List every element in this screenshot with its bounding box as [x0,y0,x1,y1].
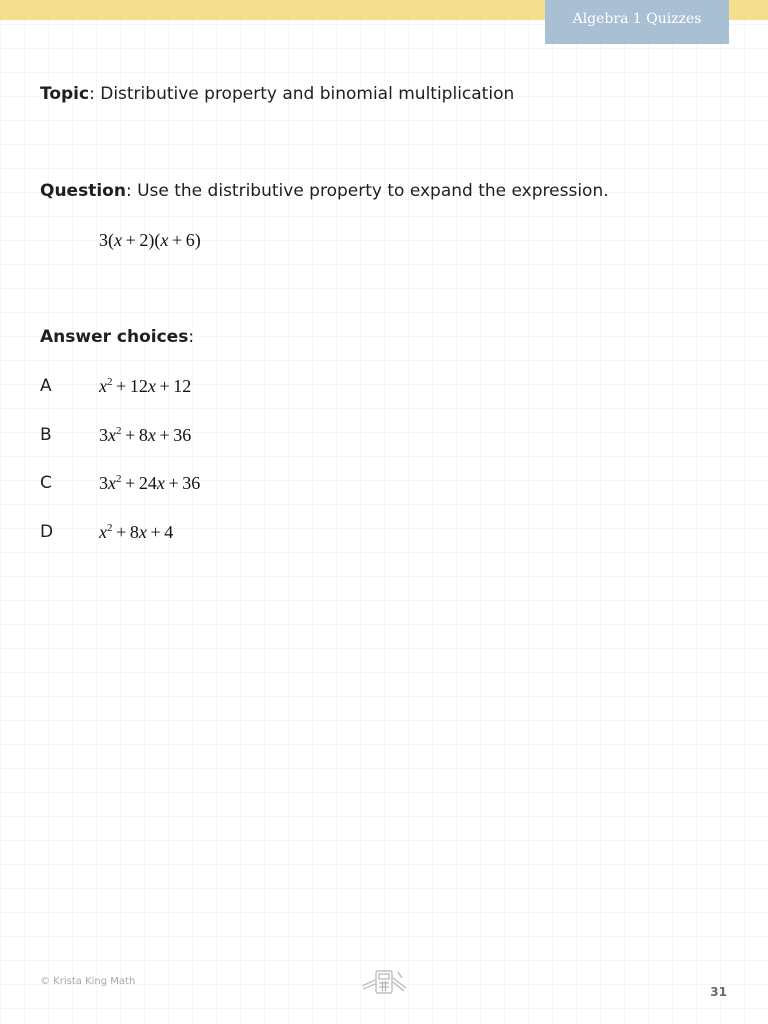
choice-expression: $x^2 + 12x + 12$ [99,376,192,396]
choice-expression: $3x^2 + 24x + 36$ [99,473,201,493]
page-number: 31 [710,985,727,999]
answer-choices-label-suffix: : [188,327,195,347]
answer-choice-a[interactable] [40,374,440,398]
choice-letter: A [40,376,52,396]
choice-expression: $3x^2 + 8x + 36$ [99,425,192,445]
answer-choices-label-text: Answer choices [40,327,189,347]
choice-expression: $x^2 + 8x + 4$ [99,522,174,542]
choice-letter: B [40,425,52,445]
answer-choice-b[interactable] [40,423,440,447]
header-tab: Algebra 1 Quizzes [545,0,729,44]
question-expression: 3(x + 2)(x + 6) [99,230,201,250]
question-line [40,180,609,202]
choice-letter: C [40,473,52,493]
answer-choice-d[interactable] [40,520,440,544]
answer-choice-c[interactable] [40,471,440,495]
answer-choices-label [40,326,194,348]
calculator-pencil-icon [360,968,408,996]
topic-label: Topic [40,84,90,104]
topic-text: : Distributive property and binomial multiplication [89,84,515,104]
question-text: : Use the distributive property to expand the expression. [125,181,609,201]
footer-copyright: © Krista King Math [40,976,136,987]
choice-letter: D [40,522,54,542]
question-label: Question [40,181,126,201]
topic-line [40,83,514,105]
